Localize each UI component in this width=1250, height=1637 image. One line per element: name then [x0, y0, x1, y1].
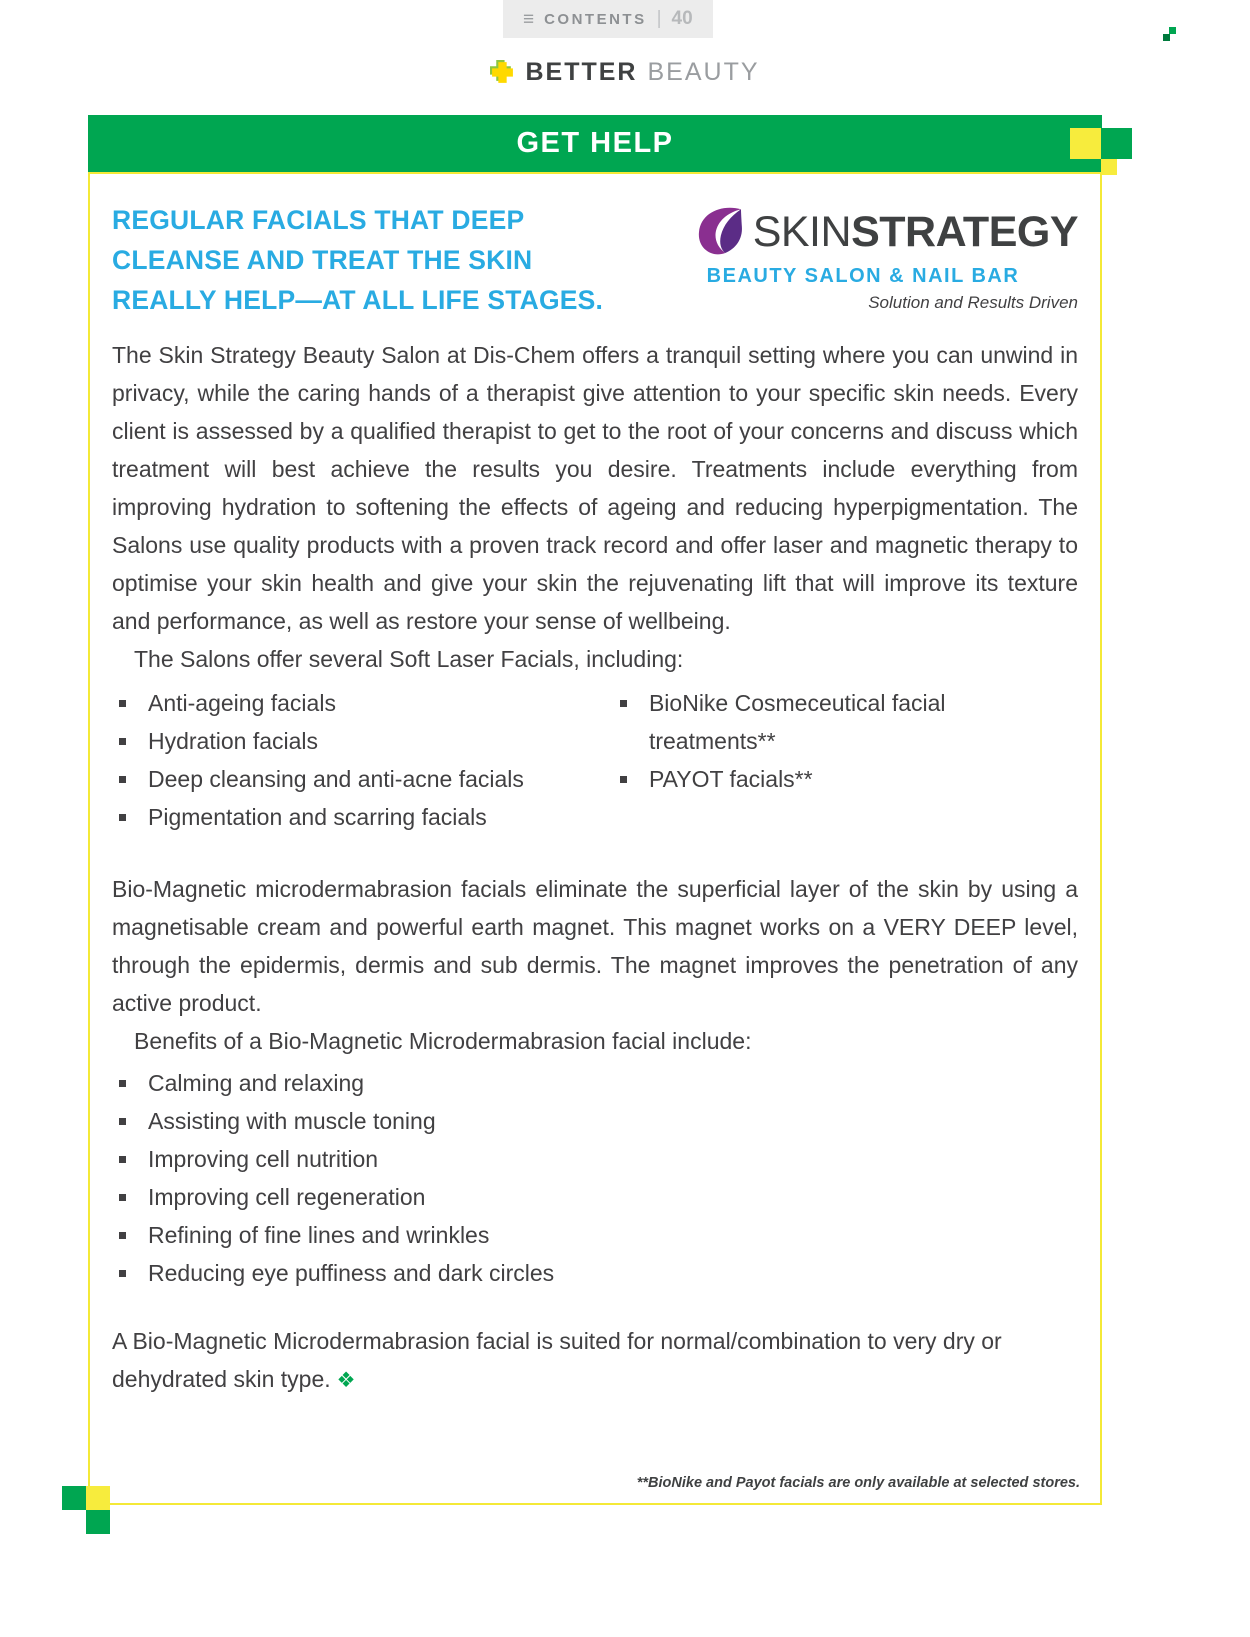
salon-subtitle: BEAUTY SALON & NAIL BAR	[706, 265, 1020, 287]
facials-list-left	[112, 684, 613, 836]
article-box	[88, 172, 1102, 1505]
decor-square-yellow	[1101, 159, 1117, 175]
article-header	[112, 200, 1078, 320]
article-headline: REGULAR FACIALS THAT DEEP CLEANSE AND TREAT THE SKIN REALLY HELP—AT ALL LIFE STAGES.	[112, 205, 604, 315]
facials-list	[112, 684, 1078, 836]
list-item: Improving cell regeneration	[112, 1178, 1078, 1216]
list-item: Pigmentation and scarring facials	[112, 798, 613, 836]
benefits-list	[112, 1064, 1078, 1292]
brand-name: SKINSTRATEGY	[752, 207, 1078, 256]
leaf-icon	[691, 204, 749, 260]
list-item: Reducing eye puffiness and dark circles	[112, 1254, 1078, 1292]
salon-tagline: Solution and Results Driven	[868, 293, 1078, 312]
closing-paragraph: A Bio-Magnetic Microdermabrasion facial is suited for normal/combination to very dry or dehydrated skin type. ❖	[112, 1328, 1002, 1392]
list-item: Improving cell nutrition	[112, 1140, 1078, 1178]
list-item: Calming and relaxing	[112, 1064, 1078, 1102]
contents-label: CONTENTS	[544, 10, 647, 28]
benefits-lead: Benefits of a Bio-Magnetic Microdermabrasion facial include:	[134, 1028, 752, 1054]
list-item: BioNike Cosmeceutical facial treatments**	[613, 684, 1078, 760]
page-number: 40	[671, 8, 693, 29]
list-item: Assisting with muscle toning	[112, 1102, 1078, 1140]
banner-title: GET HELP	[516, 127, 674, 159]
contents-divider: |	[656, 8, 662, 29]
get-help-banner	[88, 115, 1102, 172]
decor-square-yellow	[86, 1486, 110, 1510]
corner-pixel-icon	[1163, 27, 1177, 41]
decor-square-green	[1101, 128, 1132, 159]
skin-strategy-logo	[648, 200, 1078, 320]
list-item: Anti-ageing facials	[112, 684, 613, 722]
section-title	[0, 58, 1250, 87]
footnote: **BioNike and Payot facials are only available at selected stores.	[636, 1475, 1080, 1491]
decor-square-green	[62, 1486, 86, 1510]
menu-icon[interactable]: ≡	[523, 8, 535, 30]
clover-icon: ❖	[336, 1369, 356, 1392]
facials-lead: The Salons offer several Soft Laser Facials, including:	[134, 646, 684, 672]
decor-square-green	[86, 1510, 110, 1534]
paragraph-intro: The Skin Strategy Beauty Salon at Dis-Chem offers a tranquil setting where you can unwind in privacy, while the caring hands of a therapist give attention to your specific skin needs. Every client is assessed by a qualified therapist to get to the root of your concerns and discuss which treatment will best achieve the results you desire. Treatments include everything from improving hydration to softening the effects of ageing and reducing hyperpigmentation. The Salons use quality products with a proven track record and offer laser and magnetic therapy to optimise your skin health and give your skin the rejuvenating lift that will improve its texture and performance, as well as restore your sense of wellbeing.	[112, 342, 1078, 634]
contents-nav[interactable]	[503, 0, 713, 38]
section-title-light: BEAUTY	[647, 58, 760, 86]
list-item: Deep cleansing and anti-acne facials	[112, 760, 613, 798]
section-title-bold: BETTER	[525, 58, 638, 86]
list-item: PAYOT facials**	[613, 760, 1078, 798]
facials-list-right	[613, 684, 1078, 836]
list-item: Hydration facials	[112, 722, 613, 760]
list-item: Refining of fine lines and wrinkles	[112, 1216, 1078, 1254]
plus-icon	[490, 60, 515, 85]
paragraph-biomagnetic: Bio-Magnetic microdermabrasion facials eliminate the superficial layer of the skin by using a magnetisable cream and powerful earth magnet. This magnet works on a VERY DEEP level, through the epidermis, dermis and sub dermis. The magnet improves the penetration of any active product.	[112, 876, 1078, 1016]
decor-square-yellow	[1070, 128, 1101, 159]
